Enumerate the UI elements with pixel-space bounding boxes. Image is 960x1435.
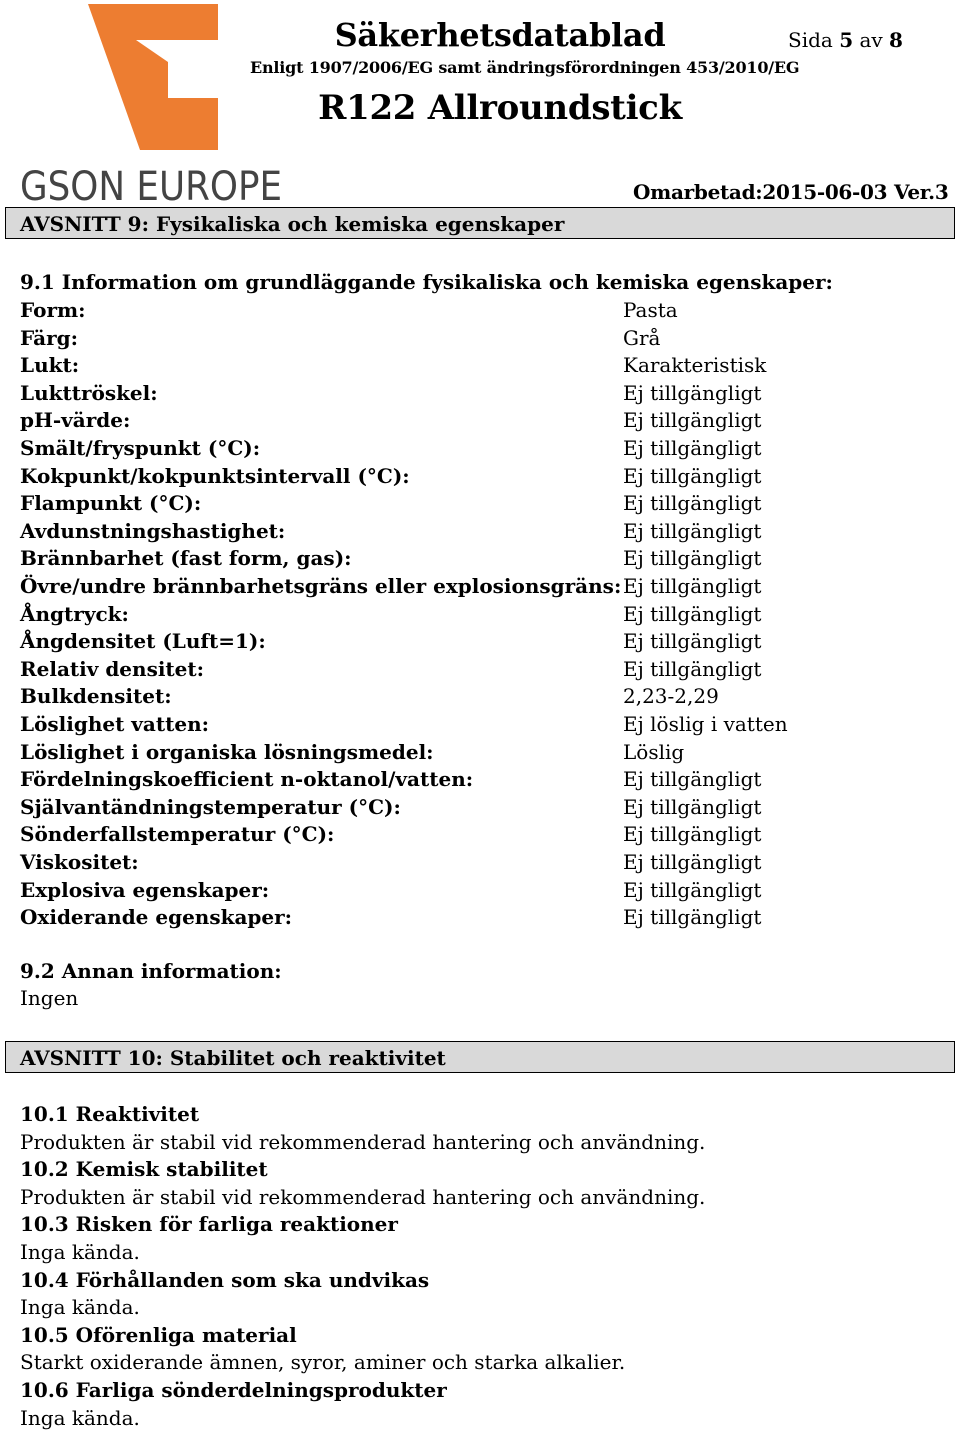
property-row [20, 407, 940, 435]
property-label: Form: [20, 298, 86, 322]
property-value: Ej tillgängligt [623, 518, 762, 543]
property-row [20, 739, 940, 767]
logo-wordmark: GSON EUROPE [20, 164, 282, 205]
property-row [20, 849, 940, 877]
document-title: Säkerhetsdatablad [334, 16, 666, 54]
regulation-line: Enligt 1907/2006/EG samt ändringsförordningen 453/2010/EG [250, 58, 800, 77]
property-row [20, 711, 940, 739]
property-value: Ej tillgängligt [623, 463, 762, 488]
property-label: Löslighet i organiska lösningsmedel: [20, 739, 434, 764]
property-label: Ångtryck: [20, 601, 129, 626]
page-prefix: Sida [788, 28, 840, 52]
property-label: Löslighet vatten: [20, 712, 210, 736]
property-label: Bulkdensitet: [20, 684, 172, 709]
property-value: Ej tillgängligt [623, 656, 762, 681]
property-label: Sönderfallstemperatur (°C): [20, 822, 335, 847]
property-value: Ej tillgängligt [623, 380, 762, 405]
subsection-9-2-title: 9.2 Annan information: [20, 959, 282, 983]
property-value: Ej tillgängligt [623, 574, 762, 598]
property-value: Ej tillgängligt [623, 905, 762, 930]
property-label: Fördelningskoefficient n-oktanol/vatten: [20, 767, 474, 792]
property-value: Ej tillgängligt [623, 822, 762, 847]
property-value: Ej tillgängligt [623, 408, 762, 433]
property-value: Grå [623, 325, 661, 350]
property-label: pH-värde: [20, 408, 131, 433]
section-9-heading: AVSNITT 9: Fysikaliska och kemiska egenskaper [5, 207, 955, 239]
property-label: Flampunkt (°C): [20, 491, 202, 516]
property-row [20, 490, 940, 518]
subsection-text: Produkten är stabil vid rekommenderad hantering och användning. [20, 1129, 706, 1154]
property-label: Självantändningstemperatur (°C): [20, 794, 401, 819]
property-row [20, 573, 940, 601]
subsection-text: Inga kända. [20, 1240, 140, 1264]
subsection-title: 10.5 Oförenliga material [20, 1322, 297, 1347]
property-value: Ej tillgängligt [623, 850, 762, 874]
property-value: Ej tillgängligt [623, 546, 762, 571]
subsection-title: 10.1 Reaktivitet [20, 1102, 200, 1126]
property-label: Viskositet: [20, 850, 139, 874]
logo-mark [88, 4, 218, 150]
property-value: Ej löslig i vatten [623, 712, 788, 736]
subsection-text: Inga kända. [20, 1295, 140, 1320]
property-value: Karakteristisk [623, 353, 767, 378]
property-value: Ej tillgängligt [623, 767, 762, 792]
property-value: Pasta [623, 298, 678, 322]
property-value: Ej tillgängligt [623, 629, 762, 654]
property-value: Ej tillgängligt [623, 601, 762, 626]
property-value: Löslig [623, 739, 685, 764]
gson-europe-logo [18, 0, 288, 205]
property-row [20, 821, 940, 849]
property-label: Explosiva egenskaper: [20, 877, 270, 902]
property-label: Avdunstningshastighet: [20, 518, 286, 543]
property-label: Kokpunkt/kokpunktsintervall (°C): [20, 463, 410, 488]
property-value: Ej tillgängligt [623, 436, 762, 460]
property-row [20, 463, 940, 491]
property-row [20, 380, 940, 408]
property-label: Relativ densitet: [20, 656, 205, 681]
subsection-title: 10.3 Risken för farliga reaktioner [20, 1212, 398, 1237]
property-label: Brännbarhet (fast form, gas): [20, 546, 352, 571]
page-of: av [853, 28, 890, 52]
subsection-text: Inga kända. [20, 1405, 140, 1430]
property-row [20, 545, 940, 573]
property-label: Oxiderande egenskaper: [20, 905, 293, 930]
property-row [20, 766, 940, 794]
property-row [20, 628, 940, 656]
property-row [20, 325, 940, 353]
property-label: Övre/undre brännbarhetsgräns eller explosionsgräns: [20, 574, 622, 598]
property-row [20, 435, 940, 463]
property-row [20, 877, 940, 905]
property-label: Smält/fryspunkt (°C): [20, 436, 261, 460]
property-value: Ej tillgängligt [623, 794, 762, 819]
page-current: 5 [839, 28, 854, 52]
property-value: Ej tillgängligt [623, 491, 762, 516]
property-row [20, 794, 940, 822]
product-name: R122 Allroundstick [318, 88, 682, 128]
page-number [788, 28, 903, 52]
property-row [20, 904, 940, 932]
property-value: Ej tillgängligt [623, 877, 762, 902]
subsection-text: Produkten är stabil vid rekommenderad hantering och användning. [20, 1184, 706, 1209]
subsection-9-1-title: 9.1 Information om grundläggande fysikaliska och kemiska egenskaper: [20, 270, 833, 294]
property-row [20, 297, 940, 325]
property-label: Ångdensitet (Luft=1): [20, 629, 266, 654]
subsection-text: Starkt oxiderande ämnen, syror, aminer och starka alkalier. [20, 1350, 626, 1375]
property-label: Färg: [20, 325, 78, 350]
revision-info: Omarbetad:2015-06-03 Ver.3 [633, 180, 949, 204]
property-label: Lukttröskel: [20, 380, 158, 405]
property-row [20, 683, 940, 711]
section-10-heading: AVSNITT 10: Stabilitet och reaktivitet [5, 1041, 955, 1073]
property-row [20, 656, 940, 684]
subsection-title: 10.6 Farliga sönderdelningsprodukter [20, 1378, 447, 1402]
property-row [20, 601, 940, 629]
subsection-title: 10.2 Kemisk stabilitet [20, 1157, 268, 1182]
property-value: 2,23-2,29 [623, 684, 719, 709]
subsection-title: 10.4 Förhållanden som ska undvikas [20, 1267, 430, 1292]
property-label: Lukt: [20, 353, 80, 378]
page-total: 8 [889, 28, 903, 52]
property-row [20, 352, 940, 380]
property-row [20, 518, 940, 546]
subsection-9-2-text: Ingen [20, 986, 79, 1010]
